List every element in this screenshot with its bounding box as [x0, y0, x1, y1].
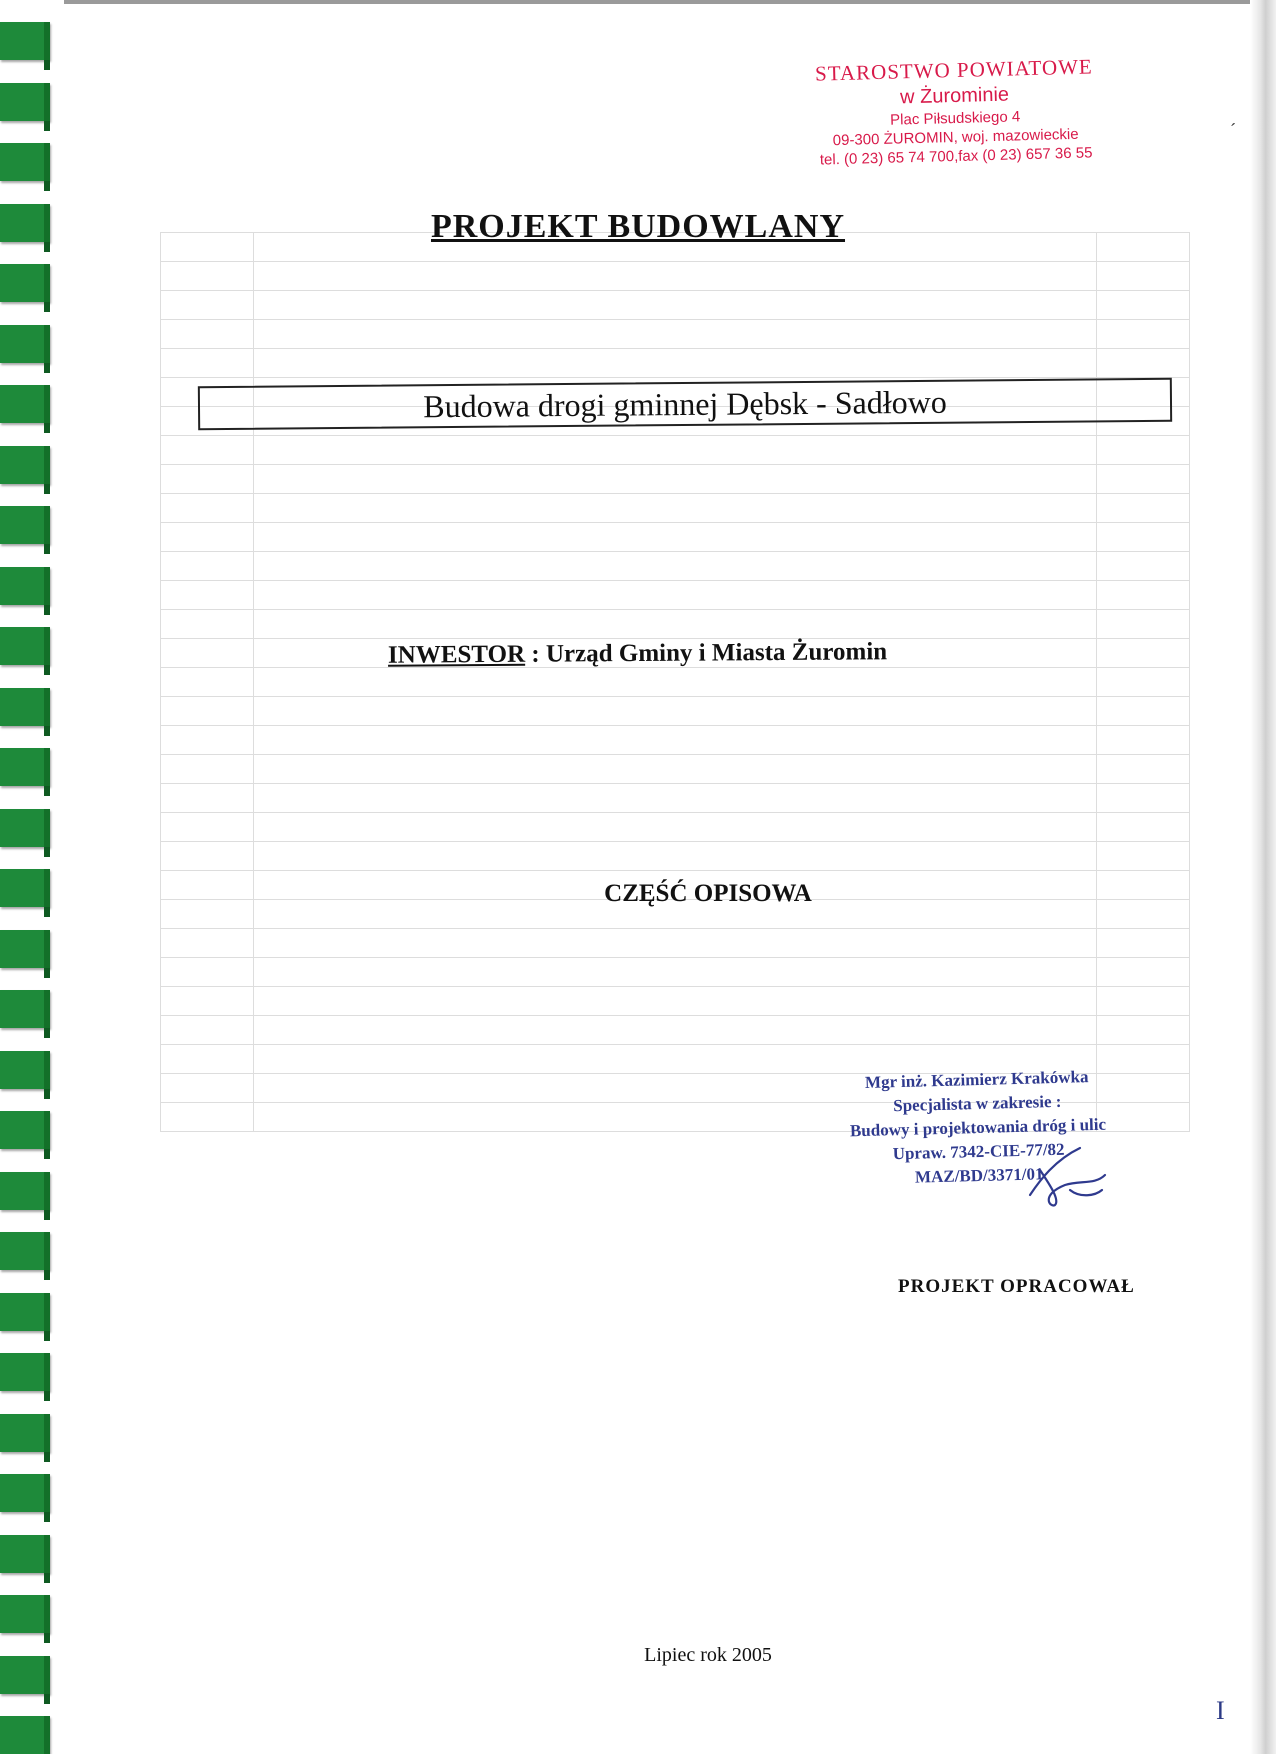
show-through-row: [161, 1016, 1190, 1045]
show-through-cell: [161, 610, 254, 639]
show-through-row: [161, 697, 1190, 726]
investor-separator: :: [524, 640, 547, 668]
show-through-cell: [161, 291, 254, 320]
binding-ring: [0, 83, 50, 121]
show-through-cell: [161, 436, 254, 465]
spiral-binding: [0, 0, 64, 1754]
show-through-cell: [161, 262, 254, 291]
show-through-row: [161, 320, 1190, 349]
show-through-cell: [161, 320, 254, 349]
stamp-city: w Żurominie: [899, 83, 1010, 109]
binding-ring: [0, 1535, 50, 1573]
binding-ring: [0, 325, 50, 363]
show-through-row: [161, 523, 1190, 552]
binding-ring: [0, 1172, 50, 1210]
show-through-cell: [253, 1016, 1097, 1045]
designer-name: Mgr inż. Kazimierz Krakówka: [864, 1067, 1089, 1092]
show-through-cell: [253, 987, 1097, 1016]
stamp-street: Plac Piłsudskiego 4: [889, 108, 1021, 129]
show-through-cell: [161, 465, 254, 494]
binding-ring: [0, 990, 50, 1028]
show-through-cell: [161, 1045, 254, 1074]
document-title: PROJEKT BUDOWLANY: [430, 208, 846, 245]
show-through-row: [161, 784, 1190, 813]
show-through-cell: [161, 697, 254, 726]
binding-ring: [0, 1051, 50, 1089]
show-through-cell: [1097, 494, 1190, 523]
office-stamp: [769, 53, 1142, 170]
show-through-cell: [253, 755, 1097, 784]
show-through-cell: [161, 755, 254, 784]
show-through-cell: [1097, 668, 1190, 697]
binding-ring: [0, 264, 50, 302]
show-through-cell: [253, 523, 1097, 552]
stamp-phone: tel. (0 23) 65 74 700,fax (0 23) 657 36 55: [819, 144, 1093, 169]
prepared-by-label: PROJEKT OPRACOWAŁ: [898, 1276, 1135, 1297]
show-through-cell: [253, 262, 1097, 291]
show-through-cell: [253, 958, 1097, 987]
binding-ring: [0, 143, 50, 181]
binding-ring: [0, 446, 50, 484]
show-through-cell: [161, 726, 254, 755]
investor-line: [388, 638, 887, 669]
show-through-cell: [161, 668, 254, 697]
show-through-cell: [161, 349, 254, 378]
show-through-cell: [253, 784, 1097, 813]
binding-ring: [0, 1414, 50, 1452]
show-through-cell: [161, 1016, 254, 1045]
show-through-row: [161, 349, 1190, 378]
show-through-cell: [1097, 291, 1190, 320]
show-through-cell: [253, 436, 1097, 465]
binding-ring: [0, 1474, 50, 1512]
show-through-cell: [161, 639, 254, 668]
show-through-row: [161, 842, 1190, 871]
show-through-row: [161, 581, 1190, 610]
show-through-row: [161, 494, 1190, 523]
show-through-cell: [1097, 320, 1190, 349]
binding-ring: [0, 688, 50, 726]
show-through-cell: [1097, 523, 1190, 552]
show-through-cell: [1097, 842, 1190, 871]
scan-top-edge: [64, 0, 1254, 4]
document-date: Lipiec rok 2005: [644, 1644, 772, 1666]
margin-tick: ˊ: [1230, 120, 1236, 140]
show-through-cell: [253, 494, 1097, 523]
show-through-cell: [1097, 697, 1190, 726]
show-through-cell: [161, 987, 254, 1016]
show-through-cell: [161, 494, 254, 523]
handwritten-signature: [1010, 1140, 1120, 1210]
show-through-cell: [1097, 610, 1190, 639]
show-through-cell: [253, 581, 1097, 610]
show-through-cell: [161, 784, 254, 813]
binding-ring: [0, 748, 50, 786]
binding-ring: [0, 567, 50, 605]
designer-registration: MAZ/BD/3371/01: [914, 1164, 1044, 1187]
show-through-row: [161, 436, 1190, 465]
stamp-title: STAROSTWO POWIATOWE: [814, 54, 1094, 86]
investor-label: INWESTOR: [387, 640, 526, 669]
show-through-row: [161, 755, 1190, 784]
binding-ring: [0, 1716, 50, 1754]
show-through-row: [161, 929, 1190, 958]
binding-ring: [0, 385, 50, 423]
show-through-cell: [253, 668, 1097, 697]
page-number-mark: I: [1216, 1696, 1225, 1725]
show-through-cell: [1097, 639, 1190, 668]
show-through-cell: [1097, 262, 1190, 291]
show-through-row: [161, 465, 1190, 494]
binding-ring: [0, 627, 50, 665]
show-through-cell: [161, 1074, 254, 1103]
designer-license: Upraw. 7342-CIE-77/82: [892, 1139, 1065, 1164]
designer-specialty-detail: Budowy i projektowania dróg i ulic: [849, 1114, 1107, 1141]
show-through-cell: [161, 958, 254, 987]
show-through-cell: [1097, 987, 1190, 1016]
show-through-row: [161, 958, 1190, 987]
binding-ring: [0, 809, 50, 847]
show-through-cell: [253, 552, 1097, 581]
stamp-postal: 09-300 ŻUROMIN, woj. mazowieckie: [832, 125, 1079, 150]
show-through-cell: [253, 842, 1097, 871]
section-title: CZĘŚĆ OPISOWA: [604, 880, 812, 907]
show-through-row: [161, 987, 1190, 1016]
project-name: Budowa drogi gminnej Dębsk - Sadłowo: [423, 383, 947, 425]
show-through-cell: [161, 523, 254, 552]
show-through-cell: [1097, 349, 1190, 378]
show-through-cell: [253, 349, 1097, 378]
project-name-box: [198, 378, 1172, 430]
show-through-cell: [1097, 465, 1190, 494]
show-through-cell: [1097, 784, 1190, 813]
show-through-cell: [253, 726, 1097, 755]
binding-ring: [0, 1232, 50, 1270]
binding-ring: [0, 1353, 50, 1391]
show-through-cell: [161, 842, 254, 871]
show-through-cell: [253, 813, 1097, 842]
binding-ring: [0, 1111, 50, 1149]
show-through-row: [161, 610, 1190, 639]
binding-ring: [0, 1595, 50, 1633]
scan-right-edge: [1250, 0, 1276, 1754]
show-through-cell: [253, 291, 1097, 320]
binding-ring: [0, 506, 50, 544]
show-through-cell: [161, 929, 254, 958]
designer-specialty: Specjalista w zakresie :: [893, 1091, 1062, 1116]
binding-ring: [0, 22, 50, 60]
show-through-row: [161, 726, 1190, 755]
show-through-cell: [1097, 436, 1190, 465]
show-through-row: [161, 668, 1190, 697]
show-through-cell: [253, 610, 1097, 639]
show-through-cell: [1097, 929, 1190, 958]
show-through-row: [161, 262, 1190, 291]
show-through-cell: [161, 581, 254, 610]
show-through-cell: [161, 1103, 254, 1132]
show-through-row: [161, 552, 1190, 581]
show-through-cell: [253, 465, 1097, 494]
show-through-cell: [1097, 1016, 1190, 1045]
show-through-cell: [1097, 755, 1190, 784]
show-through-cell: [161, 552, 254, 581]
show-through-cell: [253, 929, 1097, 958]
show-through-cell: [1097, 813, 1190, 842]
show-through-cell: [253, 320, 1097, 349]
show-through-row: [161, 291, 1190, 320]
show-through-cell: [1097, 958, 1190, 987]
show-through-cell: [1097, 552, 1190, 581]
show-through-row: [161, 813, 1190, 842]
show-through-cell: [161, 813, 254, 842]
investor-name: Urząd Gminy i Miasta Żuromin: [545, 638, 888, 668]
show-through-cell: [1097, 726, 1190, 755]
show-through-cell: [1097, 581, 1190, 610]
show-through-cell: [253, 697, 1097, 726]
show-through-table: [160, 232, 1190, 1132]
binding-ring: [0, 930, 50, 968]
binding-ring: [0, 1293, 50, 1331]
